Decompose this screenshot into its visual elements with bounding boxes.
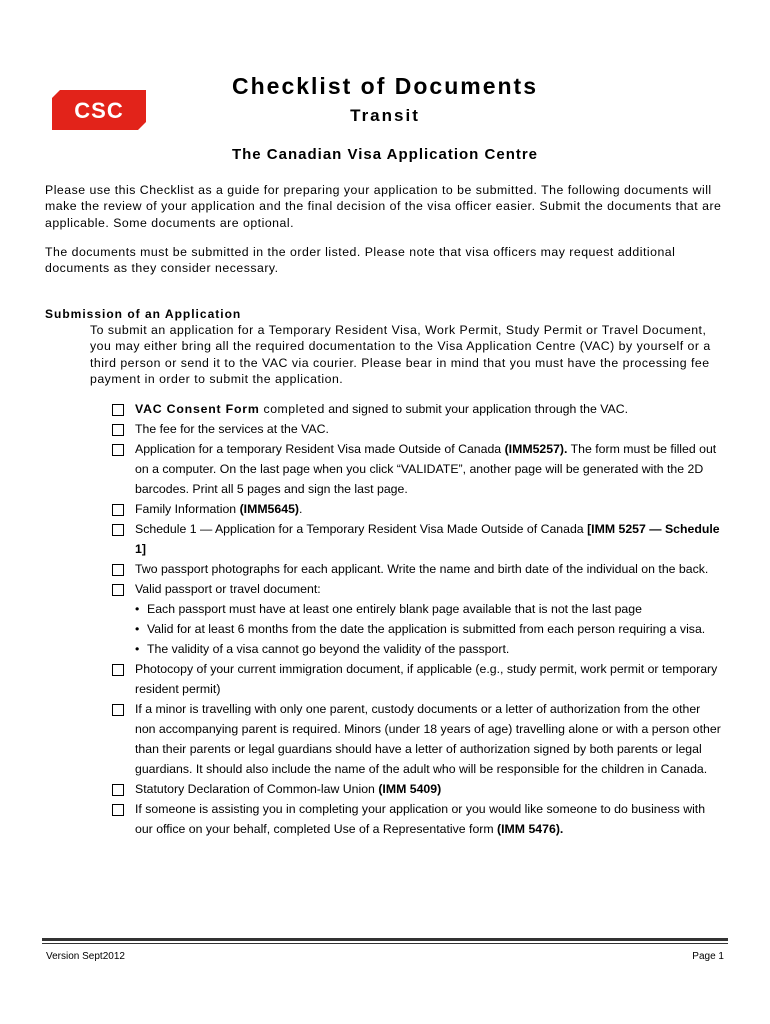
checkbox[interactable] [112, 564, 124, 576]
page-number: Page 1 [692, 951, 724, 962]
passport-bullet: • Each passport must have at least one entirely blank page available that is not the last page [135, 602, 642, 616]
section-body: To submit an application for a Temporary Resident Visa, Work Permit, Study Permit or Travel Document, you may either bring all the required documentation to the Visa Application Centre (VAC) by yourself or a third person or send it to the VAC via courier. Please bear in mind that you must have the processing fee payment in order to submit the application. [90, 323, 711, 386]
checklist-item-imm5257: Application for a temporary Resident Visa made Outside of Canada (IMM5257). The form must be filled out on a computer. On the last page when you click “VALIDATE”, another page will be generated with the 2D barcodes. Print all 5 pages and sign the last page. [112, 439, 722, 499]
checkbox[interactable] [112, 664, 124, 676]
centre-name: The Canadian Visa Application Centre [231, 146, 539, 163]
checkbox[interactable] [112, 784, 124, 796]
checklist-item-family-info: Family Information (IMM5645). [112, 499, 722, 519]
checklist-item-photographs: Two passport photographs for each applicant. Write the name and birth date of the individual on the back. [112, 559, 722, 579]
checklist-item-fee: The fee for the services at the VAC. [112, 419, 722, 439]
footer-divider [42, 943, 728, 944]
checklist-item-schedule-1: Schedule 1 — Application for a Temporary Resident Visa Made Outside of Canada [IMM 5257 — Schedule 1] [112, 519, 722, 559]
checklist-item-consent-form: VAC Consent Form completed and signed to submit your application through the VAC. [112, 399, 722, 419]
checkbox[interactable] [112, 504, 124, 516]
checkbox[interactable] [112, 584, 124, 596]
passport-bullet: • The validity of a visa cannot go beyond the validity of the passport. [135, 642, 510, 656]
page-subtitle: Transit [350, 106, 420, 125]
document-checklist [112, 399, 722, 839]
checklist-item-representative: If someone is assisting you in completing your application or you would like someone to do business with our office on your behalf, completed Use of a Representative form (IMM 5476). [112, 799, 722, 839]
checkbox[interactable] [112, 404, 124, 416]
checkbox[interactable] [112, 424, 124, 436]
footer-divider [42, 938, 728, 941]
checklist-item-minor-custody: If a minor is travelling with only one parent, custody documents or a letter of authorization from the other non accompanying parent is required. Minors (under 18 years of age) travelling alone or with a person other than their parents or legal guardians should have a letter of authorization signed by both parents or legal guardians. It should also include the name of the adult who will be responsible for the children in Canada. [112, 699, 722, 779]
checklist-item-immigration-document: Photocopy of your current immigration document, if applicable (e.g., study permit, work permit or temporary resident permit) [112, 659, 722, 699]
passport-bullet: • Valid for at least 6 months from the date the application is submitted from each person requiring a visa. [135, 622, 706, 636]
section-heading: Submission of an Application [45, 307, 242, 321]
checkbox[interactable] [112, 804, 124, 816]
intro-paragraph: Please use this Checklist as a guide for preparing your application to be submitted. The following documents will make the review of your application and the final decision of the visa officer easier. Submit the documents that are applicable. Some documents are optional. [45, 183, 722, 230]
checkbox[interactable] [112, 704, 124, 716]
checklist-item-common-law: Statutory Declaration of Common-law Union (IMM 5409) [112, 779, 722, 799]
version-label: Version Sept2012 [46, 951, 125, 962]
page-title: Checklist of Documents [232, 73, 538, 99]
checkbox[interactable] [112, 524, 124, 536]
checklist-item-passport: Valid passport or travel document: [112, 579, 722, 599]
logo-text: CSC [74, 98, 124, 123]
order-paragraph: The documents must be submitted in the order listed. Please note that visa officers may request additional documents as they consider necessary. [45, 245, 676, 276]
checkbox[interactable] [112, 444, 124, 456]
